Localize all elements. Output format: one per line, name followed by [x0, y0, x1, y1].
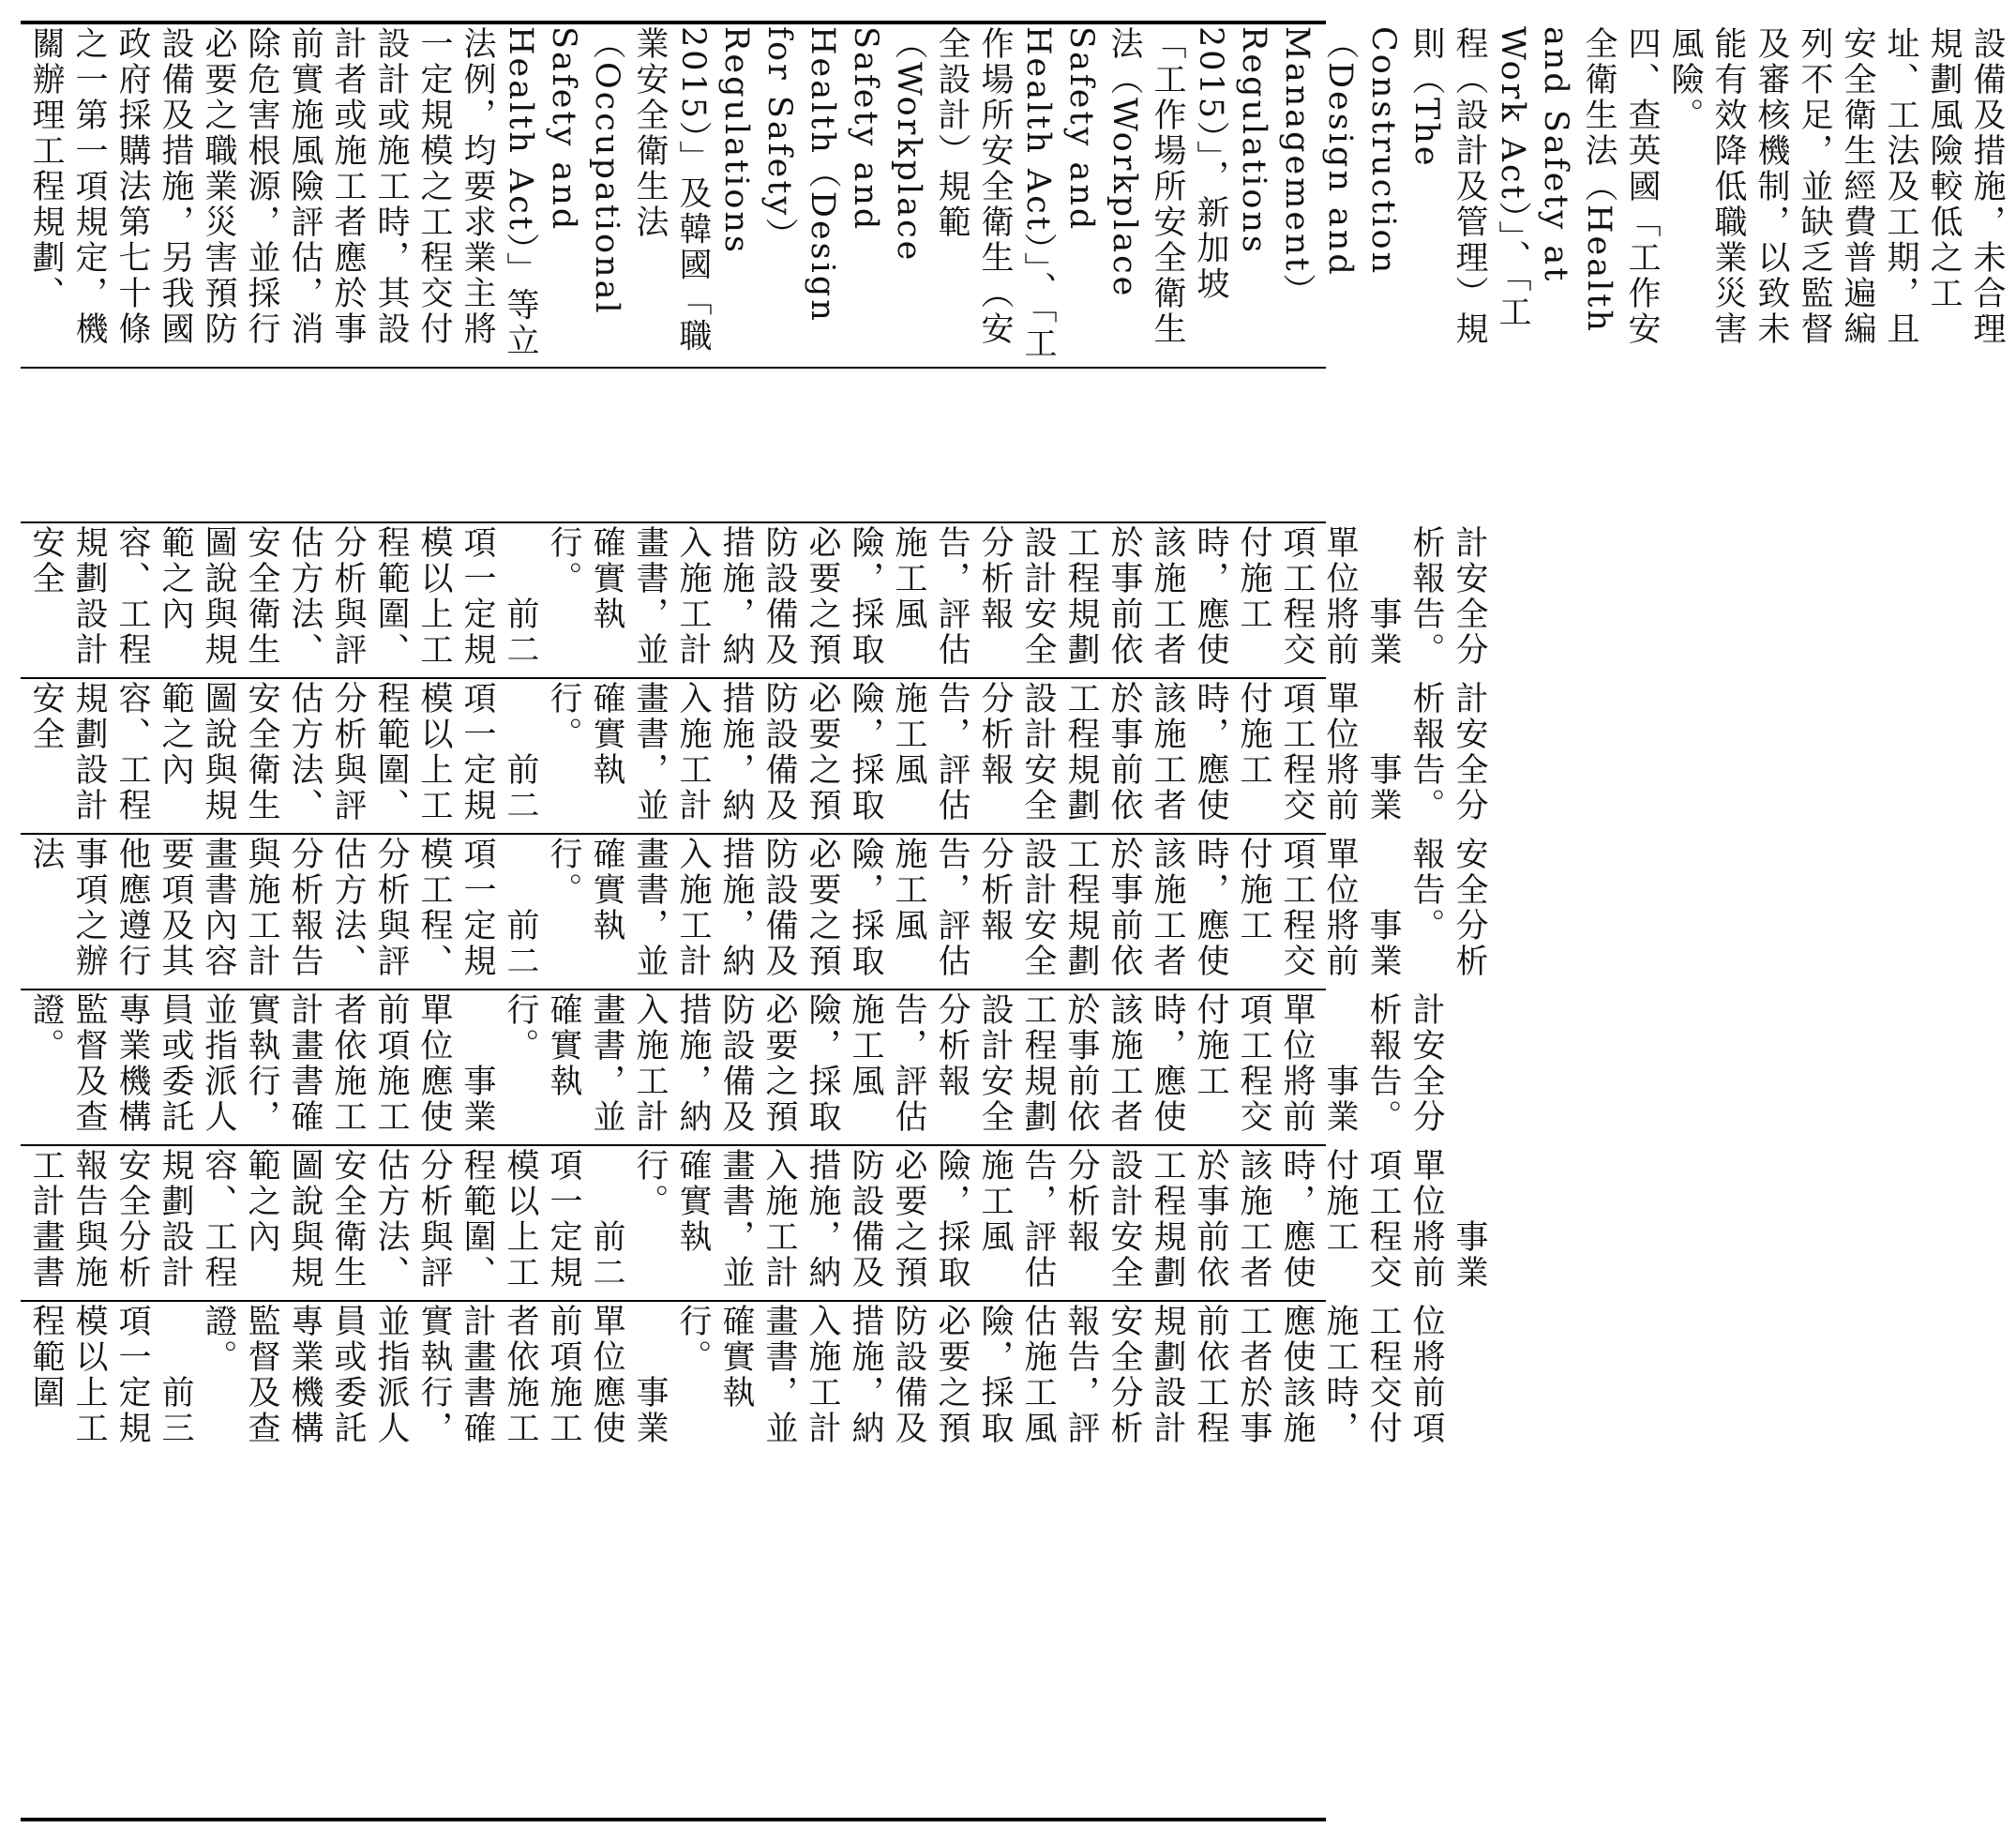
- provision-text: 事業單位將前項工程交付施工時，應使該施工者於事前依工程規劃設計安全分析報告，評估施工風險，採取必要之預防設備及措施，納入施工計畫書，並確實執行。 前二項一定規模以上工程範圍、分析與評估方法、安全衛生圖說與規範之內容、工程規劃設計安全分析報告與施工計畫書: [27, 1148, 1488, 1291]
- row-divider: [21, 677, 1326, 679]
- row-divider: [21, 1300, 1326, 1302]
- top-border-rule: [21, 21, 1326, 24]
- cell-version-4: [24, 681, 1488, 831]
- provision-text: 位將前項工程交付施工時，應使該施工者於事前依工程規劃設計安全分析報告，評估施工風險，採取必要之預防設備及措施，納入施工計畫書，並確實執行。 事業單位應使前項施工者依施工計畫書確實執行，並指派人員或委託專業機構監督及查證。 前三項一定規模以上工程範圍: [27, 1304, 1445, 1446]
- bottom-border-rule: [21, 1818, 1326, 1821]
- provision-text: 計安全分析報告。 事業單位將前項工程交付施工時，應使該施工者於事前依工程規劃設計安全分析報告，評估施工風險，採取必要之預防設備及措施，納入施工計畫書，並確實執行。 前二項一定規模以上工程範圍、分析與評估方法、安全衛生圖說與規範之內容、工程規劃設計安全: [27, 525, 1488, 668]
- provision-text: 計安全分析報告。 事業單位將前項工程交付施工時，應使該施工者於事前依工程規劃設計安全分析報告，評估施工風險，採取必要之預防設備及措施，納入施工計畫書，並確實執行。 事業單位應使前項施工者依施工計畫書確實執行，並指派人員或委託專業機構監督及查證。: [27, 992, 1445, 1135]
- row-divider: [21, 521, 1326, 523]
- row-divider: [21, 367, 1326, 369]
- row-divider: [21, 1144, 1326, 1146]
- cell-version-3: [24, 837, 1488, 987]
- cell-version-1: [24, 1148, 1488, 1298]
- cell-version-0: [24, 1304, 1445, 1454]
- cell-body-text: [24, 26, 2006, 366]
- body-text: 設備及措施，未合理規劃風險較低之工址、工法及工期，且安全衛生經費普遍編列不足，並缺乏監督及審核機制，以致未能有效降低職業災害風險。 四、查英國「工作安全衛生法（Health and Safety at Work Act）」、「工程（設計及管理）規則（The Construction（Design and Management）Regulations 2015）」，新加坡「工作場所安全衛生法（Workplace Safety and Health Act）」、「工作場所安全衛生（安全設計）規範（Workplace Safety and Health（Design for Safety）Regulations 2015）」及韓國「職業安全衛生法（Occupational Safety and Health Act）」等立法例，均要求業主將一定規模之工程交付設計或施工時，其設計者或施工者應於事前實施風險評估，消除危害根源，並採行必要之職業災害預防設備及措施，另我國政府採購法第七十條之一第一項規定，機關辦理工程規劃、: [27, 26, 2006, 362]
- row-divider: [21, 989, 1326, 990]
- provision-text: 計安全分析報告。 事業單位將前項工程交付施工時，應使該施工者於事前依工程規劃設計安全分析報告，評估施工風險，採取必要之預防設備及措施，納入施工計畫書，並確實執行。 前二項一定規模以上工程範圍、分析與評估方法、安全衛生圖說與規範之內容、工程規劃設計安全: [27, 681, 1488, 823]
- row-divider: [21, 833, 1326, 835]
- provision-text: 安全分析報告。 事業單位將前項工程交付施工時，應使該施工者於事前依工程規劃設計安全分析報告，評估施工風險，採取必要之預防設備及措施，納入施工計畫書，並確實執行。 前二項一定規模工程、分析與評估方法、分析報告與施工計畫書內容要項及其他應遵行事項之辦法: [27, 837, 1488, 979]
- cell-version-2: [24, 992, 1445, 1142]
- cell-version-5: [24, 525, 1488, 675]
